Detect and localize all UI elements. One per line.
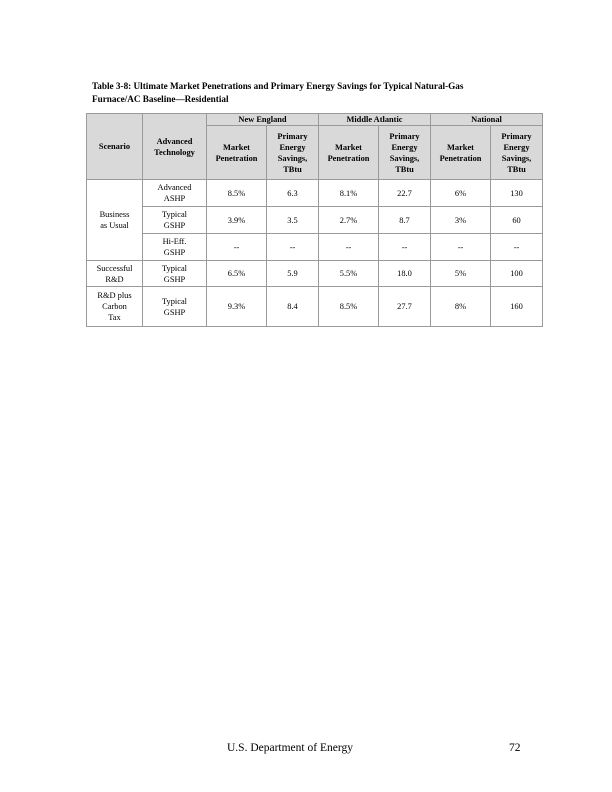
primary-energy-savings-header: Primary Energy Savings, TBtu bbox=[379, 126, 431, 180]
caption-line-2: Furnace/AC Baseline—Residential bbox=[92, 93, 229, 104]
value-cell: 3.5 bbox=[267, 207, 319, 234]
value-cell: 5% bbox=[431, 261, 491, 287]
footer-organization: U.S. Department of Energy bbox=[227, 742, 353, 754]
value-cell: 27.7 bbox=[379, 287, 431, 327]
region-header-national: National bbox=[431, 114, 543, 126]
value-cell: 3% bbox=[431, 207, 491, 234]
value-cell: -- bbox=[431, 234, 491, 261]
value-cell: 18.0 bbox=[379, 261, 431, 287]
primary-energy-savings-header: Primary Energy Savings, TBtu bbox=[491, 126, 543, 180]
value-cell: 9.3% bbox=[207, 287, 267, 327]
value-cell: 5.9 bbox=[267, 261, 319, 287]
technology-cell: Typical GSHP bbox=[143, 207, 207, 234]
value-cell: -- bbox=[319, 234, 379, 261]
market-penetration-table bbox=[86, 113, 543, 327]
page-number: 72 bbox=[509, 742, 521, 754]
value-cell: 22.7 bbox=[379, 180, 431, 207]
value-cell: 6.3 bbox=[267, 180, 319, 207]
value-cell: 8.1% bbox=[319, 180, 379, 207]
caption-line-1: Table 3-8: Ultimate Market Penetrations and Primary Energy Savings for Typical Natural-Gas bbox=[92, 81, 464, 91]
primary-energy-savings-header: Primary Energy Savings, TBtu bbox=[267, 126, 319, 180]
table-row bbox=[87, 287, 543, 327]
value-cell: 6% bbox=[431, 180, 491, 207]
value-cell: -- bbox=[267, 234, 319, 261]
value-cell: -- bbox=[491, 234, 543, 261]
value-cell: 5.5% bbox=[319, 261, 379, 287]
value-cell: -- bbox=[379, 234, 431, 261]
value-cell: 8.5% bbox=[207, 180, 267, 207]
scenario-header: Scenario bbox=[87, 114, 143, 180]
value-cell: 130 bbox=[491, 180, 543, 207]
value-cell: 100 bbox=[491, 261, 543, 287]
header-line: Advanced bbox=[156, 136, 193, 146]
value-cell: 60 bbox=[491, 207, 543, 234]
table-row bbox=[87, 261, 543, 287]
scenario-cell: Successful R&D bbox=[87, 261, 143, 287]
value-cell: 2.7% bbox=[319, 207, 379, 234]
value-cell: -- bbox=[207, 234, 267, 261]
technology-cell: Typical GSHP bbox=[143, 261, 207, 287]
market-penetration-header: Market Penetration bbox=[207, 126, 267, 180]
region-header-new-england: New England bbox=[207, 114, 319, 126]
technology-cell: Advanced ASHP bbox=[143, 180, 207, 207]
technology-cell: Typical GSHP bbox=[143, 287, 207, 327]
table-row bbox=[87, 207, 543, 234]
market-penetration-header: Market Penetration bbox=[431, 126, 491, 180]
value-cell: 3.9% bbox=[207, 207, 267, 234]
table-row bbox=[87, 180, 543, 207]
value-cell: 8% bbox=[431, 287, 491, 327]
table-caption bbox=[92, 80, 542, 105]
advanced-technology-header bbox=[143, 114, 207, 180]
market-penetration-header: Market Penetration bbox=[319, 126, 379, 180]
region-header-middle-atlantic: Middle Atlantic bbox=[319, 114, 431, 126]
scenario-cell: R&D plus Carbon Tax bbox=[87, 287, 143, 327]
value-cell: 8.7 bbox=[379, 207, 431, 234]
value-cell: 8.5% bbox=[319, 287, 379, 327]
value-cell: 160 bbox=[491, 287, 543, 327]
value-cell: 6.5% bbox=[207, 261, 267, 287]
technology-cell: Hi-Eff. GSHP bbox=[143, 234, 207, 261]
header-line: Technology bbox=[154, 147, 195, 157]
scenario-cell: Business as Usual bbox=[87, 180, 143, 261]
table-row bbox=[87, 234, 543, 261]
value-cell: 8.4 bbox=[267, 287, 319, 327]
